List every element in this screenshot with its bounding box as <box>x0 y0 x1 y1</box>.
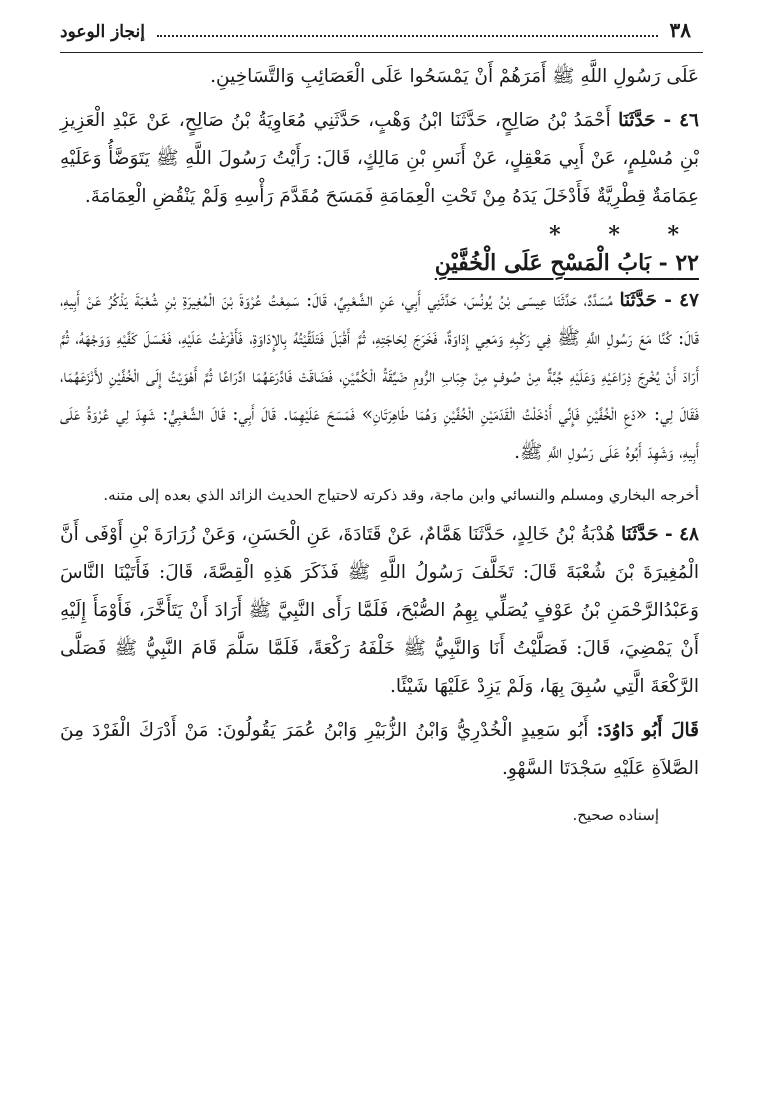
hadith-48 <box>60 516 699 706</box>
page-header <box>60 18 691 48</box>
page-number: ٣٨ <box>669 18 691 42</box>
abu-dawud-text: أَبُو سَعِيدٍ الْخُدْرِيُّ وَابْنُ الزُّبَيْرِ وَابْنُ عُمَرَ يَقُولُونَ: مَنْ أَدْرَكَ الْفَرْدَ مِنَ الصَّلاَةِ عَلَيْهِ سَجْدَتَا السَّهْوِ. <box>60 720 699 779</box>
header-rule <box>60 52 703 53</box>
hadith-48-text: هُدْبَةُ بْنُ خَالِدٍ، حَدَّثَنَا هَمَّامٌ، عَنْ قَتَادَةَ، عَنِ الْحَسَنِ، وَعَنْ زُرَارَةَ بْنِ أَوْفَى أَنَّ الْمُغِيرَةَ بْنَ شُعْبَةَ قَالَ: تَخَلَّفَ رَسُولُ اللَّهِ ﷺ فَذَكَرَ هَذِهِ الْقِصَّةَ، قَالَ: فَأَتَيْنَا النَّاسَ وَعَبْدُالرَّحْمَنِ بْنُ عَوْفٍ يُصَلِّي بِهِمُ الصُّبْحَ، فَلَمَّا رَأَى النَّبِيَّ ﷺ أَرَادَ أَنْ يَتَأَخَّرَ، فَأَوْمَأَ إِلَيْهِ أَنْ يَمْضِيَ، قَالَ: فَصَلَّيْتُ أَنَا وَالنَّبِيُّ ﷺ خَلْفَهُ رَكْعَةً، فَلَمَّا سَلَّمَ قَامَ النَّبِيُّ ﷺ فَصَلَّى الرَّكْعَةَ الَّتِي سُبِقَ بِهَا، وَلَمْ يَزِدْ عَلَيْهَا شَيْئًا. <box>60 524 699 697</box>
hadith-47-text: مُسَدَّدٌ، حَدَّثَنَا عِيسَى بْنُ يُونُسَ، حَدَّثَنِي أَبِي، عَنِ الشَّعْبِيِّ، قَالَ: سَمِعْتُ عُرْوَةَ بْنَ الْمُغِيرَةِ بْنِ شُعْبَةَ يَذْكُرُ عَنْ أَبِيهِ، قَالَ: كُنَّا مَعَ رَسُولِ اللَّهِ ﷺ فِي رَكْبِهِ وَمَعِي إِدَاوَةٌ، فَخَرَجَ لِحَاجَتِهِ، ثُمَّ أَقْبَلَ فَتَلَقَّيْتُهُ بِالإِدَاوَةِ، فَأَفْرَغْتُ عَلَيْهِ، فَغَسَلَ كَفَّيْهِ وَوَجْهَهُ، ثُمَّ أَرَادَ أَنْ يُخْرِجَ ذِرَاعَيْهِ وَعَلَيْهِ جُبَّةٌ مِنْ صُوفٍ مِنْ جِبَابِ الرُّومِ ضَيِّقَةُ الْكُمَّيْنِ، فَضَاقَتْ فَادَّرَعَهُمَا ادِّرَاعًا ثُمَّ أَهْوَيْتُ إِلَى الْخُفَّيْنِ لأَنْزَعَهُمَا، فَقَالَ لِي: «دَعِ الْخُفَّيْنِ فَإِنِّي أَدْخَلْتُ الْقَدَمَيْنِ الْخُفَّيْنِ وَهُمَا طَاهِرَتَانِ» فَمَسَحَ عَلَيْهِمَا. قَالَ أَبِي: قَالَ الشَّعْبِيُّ: شَهِدَ لِي عُرْوَةُ عَلَى أَبِيهِ، وَشَهِدَ أَبُوهُ عَلَى رَسُولِ اللَّهِ ﷺ. <box>60 290 699 463</box>
hadith-46-text: أَحْمَدُ بْنُ صَالِحٍ، حَدَّثَنَا ابْنُ وَهْبٍ، حَدَّثَنِي مُعَاوِيَةُ بْنُ صَالِحٍ، عَنْ عَبْدِ الْعَزِيزِ بْنِ مُسْلِمٍ، عَنْ أَبِي مَعْقِلٍ، عَنْ أَنَسِ بْنِ مَالِكٍ، قَالَ: رَأَيْتُ رَسُولَ اللَّهِ ﷺ يَتَوَضَّأُ وَعَلَيْهِ عِمَامَةٌ قِطْرِيَّةٌ فَأَدْخَلَ يَدَهُ مِنْ تَحْتِ الْعِمَامَةِ فَمَسَحَ مُقَدَّمَ رَأْسِهِ وَلَمْ يَنْقُضِ الْعِمَامَةَ. <box>60 110 699 207</box>
book-title: إنجاز الوعود <box>60 22 145 42</box>
isnad-grade: إسناده صحيح. <box>572 806 659 824</box>
hadith-48-lead: ٤٨ - حَدَّثَنَا <box>621 524 699 545</box>
hadith-46-lead: ٤٦ - حَدَّثَنَا <box>618 110 699 131</box>
header-dotted-leader <box>157 35 658 37</box>
hadith-46 <box>60 102 699 216</box>
continuation-text: عَلَى رَسُولِ اللَّهِ ﷺ أَمَرَهُمْ أَنْ يَمْسَحُوا عَلَى الْعَصَائِبِ وَالتَّسَاخِينِ. <box>210 66 699 87</box>
page-body <box>60 58 699 824</box>
abu-dawud-comment <box>60 712 699 788</box>
hadith-47 <box>60 282 699 472</box>
hadith-47-note: أخرجه البخاري ومسلم والنسائي وابن ماجة، وقد ذكرته لاحتياج الحديث الزائد الذي بعده إلى متنه. <box>103 486 699 504</box>
abu-dawud-lead: قَالَ أَبُو دَاوُدَ: <box>596 720 699 741</box>
chapter-title: ٢٢ - بَابُ الْمَسْحِ عَلَى الْخُفَّيْنِ <box>434 250 699 276</box>
section-separator: * * * <box>549 222 699 248</box>
hadith-47-lead: ٤٧ - حَدَّثَنَا <box>619 290 699 311</box>
